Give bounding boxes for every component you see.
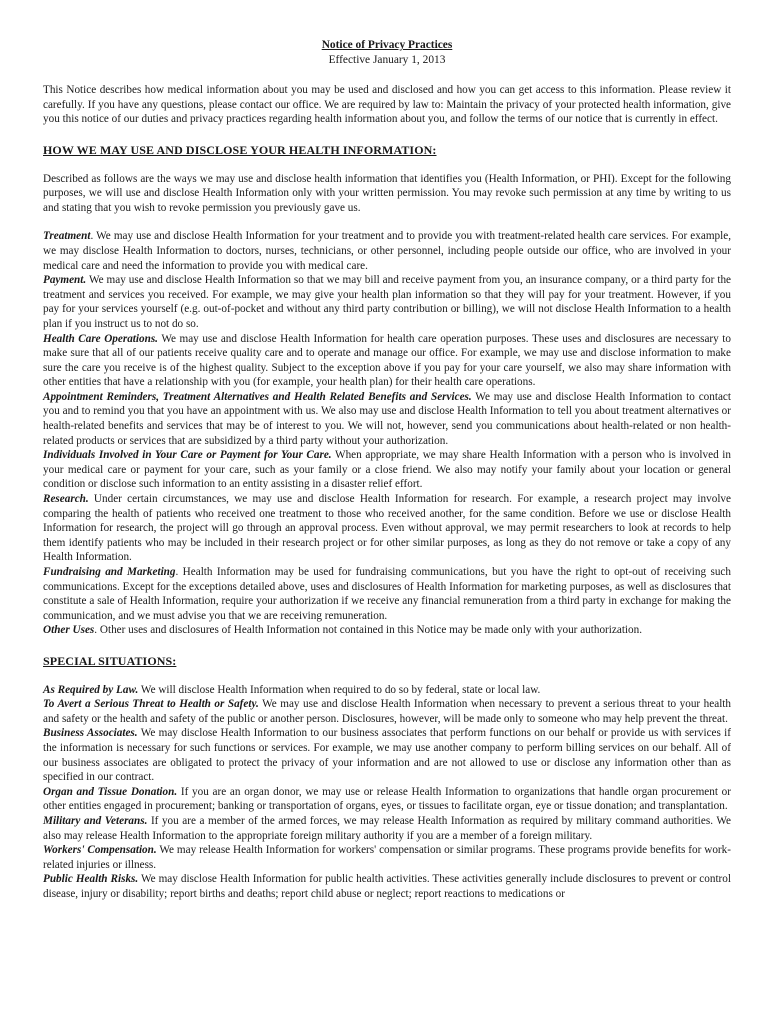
item-text: We may disclose Health Information for public health activities. These activities generally include disclosures to prevent or control disease, injury or disability; report births and deaths; report child abuse or neglect; report reactions to medications or <box>43 873 731 900</box>
item-lead: Payment. <box>43 274 87 287</box>
item-text: We may disclose Health Information to our business associates that perform functions on our behalf or provide us with services if the information is necessary for such functions or services. For example, we may use another company to perform billing services on our behalf. All of our business associates are obligated to protect the privacy of your information and are not allowed to use or disclose any information other than as specified in our contract. <box>43 727 731 784</box>
item-lead: Public Health Risks. <box>43 873 139 886</box>
special-item-military-veterans <box>43 814 731 843</box>
use-item-appointment-reminders <box>43 390 731 448</box>
item-lead: To Avert a Serious Threat to Health or Safety. <box>43 698 259 711</box>
item-lead: Military and Veterans. <box>43 814 148 827</box>
item-lead: Treatment <box>43 230 91 243</box>
item-text: We may use and disclose Health Information to contact you and to remind you that you have an appointment with us. We also may use and disclose Health Information to tell you about treatment alternatives or health-related benefits and services that may be of interest to you. We will not, however, send you communications about health-related or non health-related products or services that are subsidized by a third party without your authorization. <box>43 390 731 447</box>
item-text: We may use and disclose Health Information for health care operation purposes. These uses and disclosures are necessary to make sure that all of our patients receive quality care and to operate and manage our office. For example, we may use and disclose information to make sure the care you receive is of the highest quality. Subject to the exception above if you pay for your care yourself, we also may share information with other entities that have a relationship with you (for example, your health plan) for their health care operations. <box>43 332 732 389</box>
special-item-public-health-risks <box>43 872 731 901</box>
item-text: . Health Information may be used for fundraising communications, but you have the right to opt-out of receiving such communications. Except for the exceptions detailed above, uses and disclosures of Health Information for marketing purposes, as well as disclosures that constitute a sale of Health Information, require your authorization if we receive any financial remuneration from a third party in exchange for making the communication, and we must advise you that we are receiving remuneration. <box>43 566 731 622</box>
use-item-payment <box>43 273 731 331</box>
item-lead: Individuals Involved in Your Care or Payment for Your Care. <box>43 449 332 462</box>
item-text: We will disclose Health Information when required to do so by federal, state or local law. <box>138 683 541 696</box>
item-lead: Appointment Reminders, Treatment Alternatives and Health Related Benefits and Services. <box>43 390 472 403</box>
special-item-avert-threat <box>43 697 731 726</box>
special-item-required-by-law <box>43 683 731 698</box>
item-text: If you are an organ donor, we may use or release Health Information to organizations that handle organ procurement or other entities engaged in procurement; banking or transportation of organs, eyes, or tissues to facilitate organ, eye or tissue donation; and transplantation. <box>43 785 732 813</box>
section-spacer <box>43 638 731 654</box>
item-lead: As Required by Law. <box>43 683 139 696</box>
special-item-organ-tissue-donation <box>43 785 731 814</box>
use-item-research <box>43 492 731 565</box>
item-text: When appropriate, we may share Health Information with a person who is involved in your medical care or payment for your care, such as your family or a close friend. We also may notify your family about your location or general condition or disclose such information to an entity assisting in a disaster relief effort. <box>43 449 731 491</box>
special-section-heading: SPECIAL SITUATIONS: <box>43 653 177 668</box>
item-lead: Health Care Operations. <box>43 332 158 345</box>
item-text: We may use and disclose Health Information so that we may bill and receive payment from you, an insurance company, or a third party for the treatment and services you received. For example, we may give your health plan information so that they will pay for your treatment. However, if you pay for your services yourself (e.g. out-of-pocket and without any third party contribution or billing), we will not disclose Health Information to a health plan if you instruct us to not do so. <box>43 274 731 330</box>
item-text: We may use and disclose Health Information when necessary to prevent a serious threat to your health and safety or the health and safety of the public or another person. Disclosures, however, will be made only to someone who may help prevent the threat. <box>43 698 731 725</box>
use-item-fundraising-marketing <box>43 565 731 623</box>
item-lead: Research. <box>43 493 89 506</box>
use-item-treatment <box>43 229 731 273</box>
page-title: Notice of Privacy Practices <box>321 39 453 51</box>
item-text: . Other uses and disclosures of Health Information not contained in this Notice may be made only with your authorization. <box>94 624 643 637</box>
use-item-individuals-involved <box>43 448 731 492</box>
item-lead: Fundraising and Marketing <box>43 566 176 578</box>
item-text: . We may use and disclose Health Information for your treatment and to provide you with treatment-related health care services. For example, we may disclose Health Information to doctors, nurses, technicians, or other personnel, including people outside our office, who are involved in your medical care and need the information to provide you with medical care. <box>43 230 731 272</box>
item-lead: Other Uses <box>43 624 95 637</box>
item-text: We may release Health Information for workers' compensation or similar programs. These programs provide benefits for work-related injuries or illness. <box>43 844 731 871</box>
item-lead: Business Associates. <box>43 727 138 740</box>
use-section-heading: HOW WE MAY USE AND DISCLOSE YOUR HEALTH INFORMATION: <box>43 142 437 157</box>
use-item-health-care-operations <box>43 332 731 390</box>
use-section-description: Described as follows are the ways we may use and disclose health information that identifies you (Health Information, or PHI). Except for the following purposes, we will use and disclose Health Information only with your written permission. You may revoke such permission at any time by writing to us and stating that you wish to revoke permission you previously gave us. <box>43 172 731 214</box>
special-item-workers-compensation <box>43 843 731 872</box>
privacy-notice-page <box>43 38 731 901</box>
intro-paragraph: This Notice describes how medical information about you may be used and disclosed and how you can get access to this information. Please review it carefully. If you have any questions, please contact our office. We are required by law to: Maintain the privacy of your protected health information, give you this notice of our duties and privacy practices regarding health information about you, and follow the terms of our notice that is currently in effect. <box>43 84 731 126</box>
item-text: Under certain circumstances, we may use and disclose Health Information for research. For example, a research project may involve comparing the health of patients who received one treatment to those who received another, for the same condition. Before we use or disclose Health Information for research, the project will go through an approval process. Even without approval, we may permit researchers to look at records to help them identify patients who may be included in their research project or for other similar purposes, as long as they do not remove or take a copy of any Health Information. <box>43 493 731 564</box>
use-item-other-uses <box>43 623 731 638</box>
item-lead: Organ and Tissue Donation. <box>43 785 178 798</box>
effective-date: Effective January 1, 2013 <box>328 53 446 66</box>
item-lead: Workers' Compensation. <box>43 844 157 857</box>
item-text: If you are a member of the armed forces, we may release Health Information as required by military command authorities. We also may release Health Information to the appropriate foreign military authority if you are a member of a foreign military. <box>43 814 731 842</box>
special-item-business-associates <box>43 726 731 784</box>
